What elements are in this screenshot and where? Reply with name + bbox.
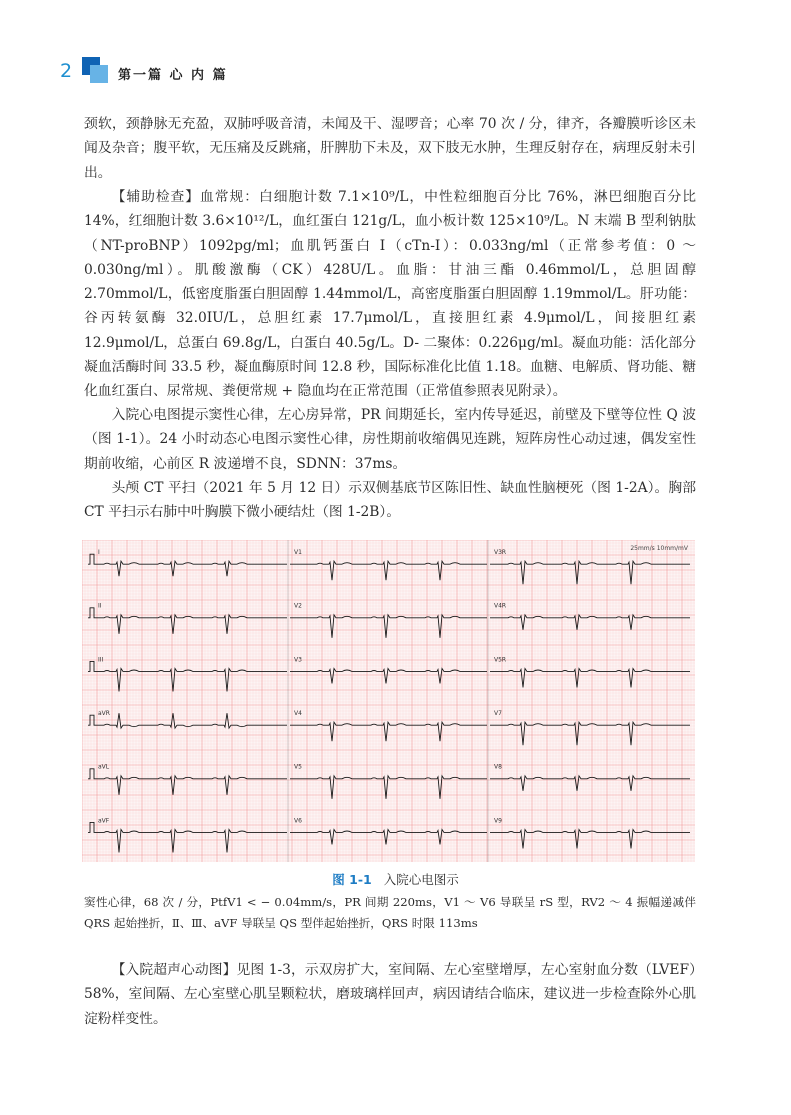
page-header: [60, 57, 360, 87]
section-title: 第一篇 心 内 篇: [118, 68, 228, 83]
ecg-lead-label: aVF: [98, 817, 110, 825]
ecg-lead-label: V3R: [494, 549, 507, 556]
paragraph-echo: 【入院超声心动图】见图 1-3，示双房扩大，室间隔、左心室壁增厚，左心室射血分数（LVEF）58%，室间隔、左心室壁心肌呈颗粒状，磨玻璃样回声，病因请结合临床，建议进一步检查除外心肌淀粉样变性。: [84, 962, 696, 1027]
ecg-lead-label: I: [98, 549, 100, 556]
ecg-lead-label: V4: [294, 710, 302, 717]
ecg-background: [82, 540, 695, 862]
figure-title: 入院心电图示: [383, 872, 459, 887]
header-mark-light: [90, 65, 108, 83]
ecg-lead-label: V2: [294, 602, 302, 610]
ecg-lead-label: V5: [294, 763, 302, 771]
ecg-lead-label: III: [98, 656, 104, 664]
paragraph-exam: 颈软，颈静脉无充盈，双肺呼吸音清，未闻及干、湿啰音；心率 70 次 / 分，律齐，各瓣膜听诊区未闻及杂音；腹平软，无压痛及反跳痛，肝脾肋下未及，双下肢无水肿，生理反射存在，病理反射未引出。: [84, 116, 696, 181]
ecg-figure: [82, 540, 695, 862]
ecg-lead-label: V8: [494, 763, 502, 771]
paragraph-ct: 头颅 CT 平扫（2021 年 5 月 12 日）示双侧基底节区陈旧性、缺血性脑梗死（图 1-2A）。胸部 CT 平扫示右肺中叶胸膜下微小硬结灶（图 1-2B）。: [84, 480, 696, 521]
page-number: 2: [60, 60, 73, 82]
ecg-lead-label: V5R: [494, 656, 507, 664]
ecg-lead-label: V9: [494, 817, 502, 825]
ecg-lead-label: V6: [294, 817, 302, 825]
paragraph-lab-tests: 【辅助检查】血常规：白细胞计数 7.1×10⁹/L，中性粒细胞百分比 76%，淋巴细胞百分比 14%，红细胞计数 3.6×10¹²/L，血红蛋白 121g/L，血小板计数 125×10⁹/L。N 末端 B 型利钠肽（NT-proBNP）1092pg/ml；血肌钙蛋白 I（cTn-I）：0.033ng/ml（正常参考值：0 ～ 0.030ng/ml）。肌酸激酶（CK）428U/L。血脂：甘油三酯 0.46mmol/L，总胆固醇 2.70mmol/L，低密度脂蛋白胆固醇 1.44mmol/L，高密度脂蛋白胆固醇 1.19mmol/L。肝功能：谷丙转氨酶 32.0IU/L，总胆红素 17.7μmol/L，直接胆红素 4.9μmol/L，间接胆红素 12.9μmol/L，总蛋白 69.8g/L，白蛋白 40.5g/L。D- 二聚体：0.226μg/ml。凝血功能：活化部分凝血活酶时间 33.5 秒，凝血酶原时间 12.8 秒，国际标准化比值 1.18。血糖、电解质、肾功能、糖化血红蛋白、尿常规、粪便常规 + 隐血均在正常范围（正常值参照表见附录）。: [84, 189, 696, 400]
figure-note: 窦性心律，68 次 / 分，PtfV1 < − 0.04mm/s，PR 间期 220ms，V1 ～ V6 导联呈 rS 型，RV2 ～ 4 振幅递减伴 QRS 起始挫折，Ⅱ、Ⅲ、aVF 导联呈 QS 型伴起始挫折，QRS 时限 113ms: [84, 895, 696, 930]
figure-number: 图 1-1: [332, 872, 372, 887]
ecg-lead-label: V7: [494, 710, 502, 717]
ecg-lead-label: II: [98, 602, 102, 610]
ecg-lead-label: V4R: [494, 602, 507, 610]
ecg-speed-label: 25mm/s 10mm/mV: [630, 545, 688, 552]
ecg-lead-label: aVR: [98, 710, 110, 717]
paragraph-ecg: 入院心电图提示窦性心律，左心房异常，PR 间期延长，室内传导延迟，前壁及下壁等位性 Q 波（图 1-1）。24 小时动态心电图示窦性心律，房性期前收缩偶见连跳，短阵房性心动过速，偶发室性期前收缩，心前区 R 波递增不良，SDNN：37ms。: [84, 407, 696, 472]
ecg-lead-label: V3: [294, 656, 302, 664]
ecg-lead-label: V1: [294, 549, 302, 556]
ecg-lead-label: aVL: [98, 763, 110, 771]
figure-caption: [0, 870, 791, 888]
